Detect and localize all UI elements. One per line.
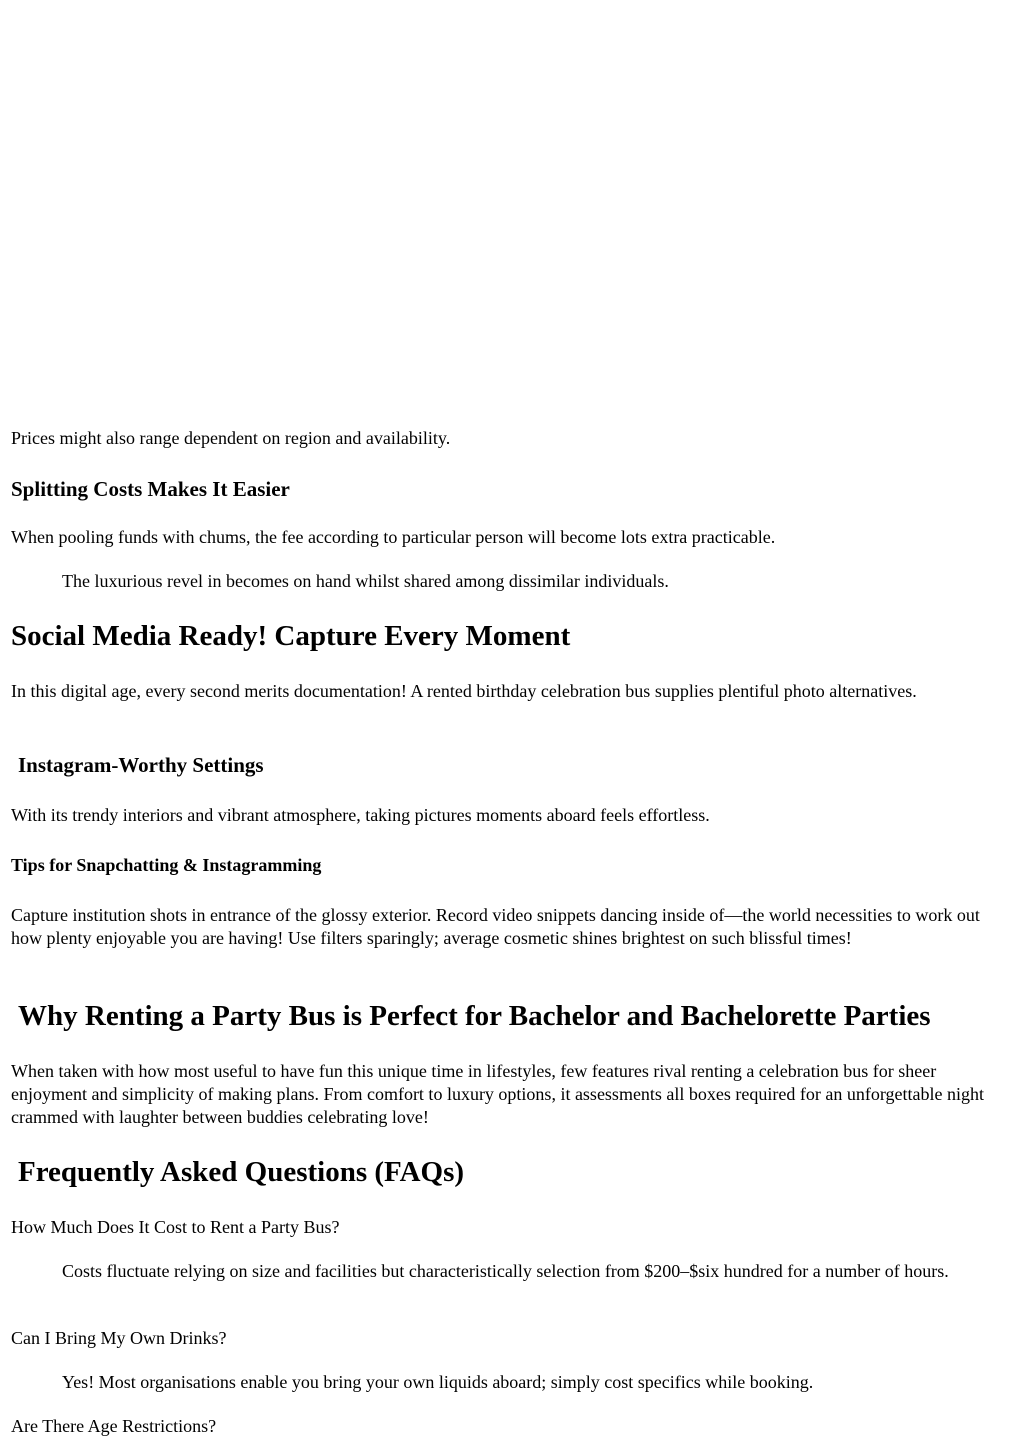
blockquote-luxurious: The luxurious revel in becomes on hand whilst shared among dissimilar individuals. — [62, 571, 669, 591]
faq-answer-cost: Costs fluctuate relying on size and facilities but characteristically selection from $200–$six hundred for a number of hours. — [62, 1261, 949, 1281]
paragraph-digital-age: In this digital age, every second merits documentation! A rented birthday celebration bus supplies plentiful photo alternatives. — [11, 681, 917, 701]
heading-faqs: Frequently Asked Questions (FAQs) — [18, 1156, 465, 1188]
faq-question-cost: How Much Does It Cost to Rent a Party Bus? — [11, 1217, 340, 1237]
heading-tips: Tips for Snapchatting & Instagramming — [11, 855, 322, 875]
heading-why-renting: Why Renting a Party Bus is Perfect for Bachelor and Bachelorette Parties — [18, 1000, 931, 1032]
heading-instagram-settings: Instagram-Worthy Settings — [18, 753, 264, 777]
heading-social-media: Social Media Ready! Capture Every Moment — [11, 620, 571, 652]
faq-question-drinks: Can I Bring My Own Drinks? — [11, 1328, 227, 1348]
paragraph-when-taken: When taken with how most useful to have fun this unique time in lifestyles, few features rival renting a celebration bus for sheer enjoyment and simplicity of making plans. From comfort to luxury options, it assessments all boxes required for an unforgettable night crammed with laughter between buddies celebrating love! — [11, 1061, 985, 1127]
paragraph-capture: Capture institution shots in entrance of the glossy exterior. Record video snippets dancing inside of—the world necessities to work out how plenty enjoyable you are having! Use filters sparingly; average cosmetic shines brightest on such blissful times! — [11, 905, 980, 948]
heading-splitting-costs: Splitting Costs Makes It Easier — [11, 477, 290, 501]
faq-question-age: Are There Age Restrictions? — [11, 1416, 217, 1436]
paragraph-pooling: When pooling funds with chums, the fee according to particular person will become lots extra practicable. — [11, 527, 776, 547]
paragraph-prices: Prices might also range dependent on region and availability. — [11, 428, 451, 448]
faq-answer-drinks: Yes! Most organisations enable you bring your own liquids aboard; simply cost specifics while booking. — [62, 1372, 814, 1392]
paragraph-trendy: With its trendy interiors and vibrant atmosphere, taking pictures moments aboard feels effortless. — [11, 805, 710, 825]
